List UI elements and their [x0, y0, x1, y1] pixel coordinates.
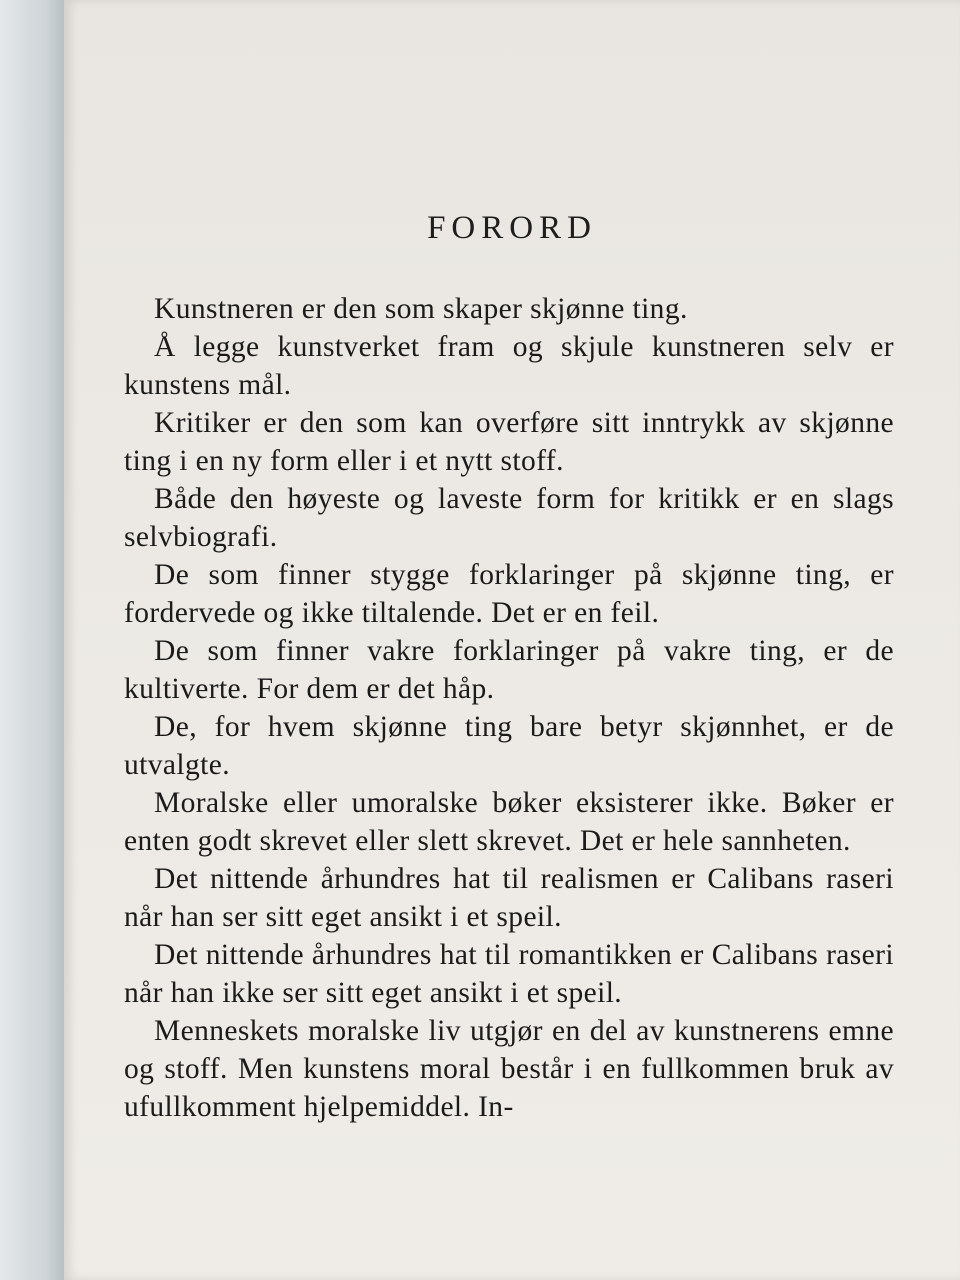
paragraph-4: Både den høyeste og laveste form for kritikk er en slags selvbiografi. [124, 483, 894, 553]
paragraph-1: Kunstneren er den som skaper skjønne ting. [154, 293, 688, 325]
paragraph-7: De, for hvem skjønne ting bare betyr skjønnhet, er de utvalgte. [124, 711, 894, 781]
page-title: FORORD [427, 210, 597, 246]
paragraph-11: Menneskets moralske liv utgjør en del av kunstnerens emne og stoff. Men kunstens moral består i en fullkommen bruk av ufullkomment hjelpemiddel. In- [124, 1015, 894, 1123]
adjacent-page-edge [0, 0, 64, 1280]
paragraph-6: De som finner vakre forklaringer på vakre ting, er de kultiverte. For dem er det håp. [124, 635, 894, 705]
paragraph-5: De som finner stygge forklaringer på skjønne ting, er fordervede og ikke tiltalende. Det er en feil. [124, 559, 894, 629]
preface-text [124, 290, 894, 1126]
paragraph-2: Å legge kunstverket fram og skjule kunstneren selv er kunstens mål. [124, 331, 894, 401]
paragraph-8: Moralske eller umoralske bøker eksisterer ikke. Bøker er enten godt skrevet eller slett skrevet. Det er hele sannheten. [124, 787, 894, 857]
paragraph-10: Det nittende århundres hat til romantikken er Calibans raseri når han ikke ser sitt eget ansikt i et speil. [124, 939, 894, 1009]
paragraph-3: Kritiker er den som kan overføre sitt inntrykk av skjønne ting i en ny form eller i et nytt stoff. [124, 407, 894, 477]
paragraph-9: Det nittende århundres hat til realismen er Calibans raseri når han ser sitt eget ansikt i et speil. [124, 863, 894, 933]
book-page [64, 0, 960, 1280]
